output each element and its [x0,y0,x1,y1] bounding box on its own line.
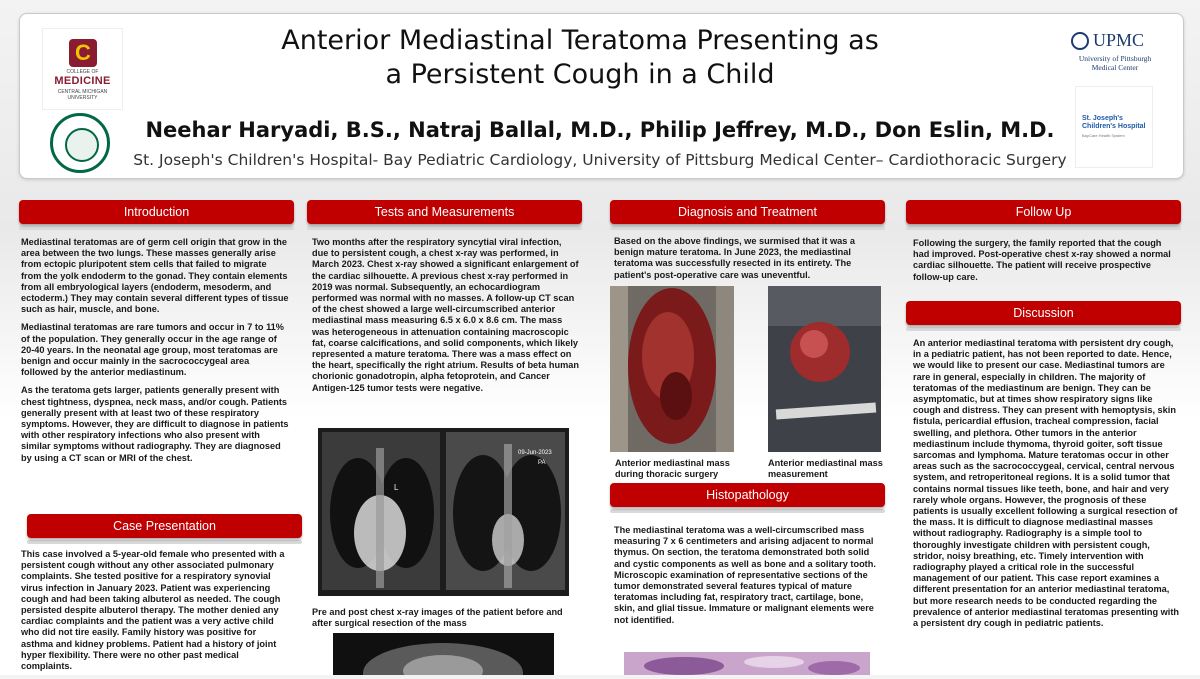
histopathology-body [614,525,879,633]
diagnosis-treatment-paragraph-1: Based on the above findings, we surmised that it was a benign mature teratoma. In June 2023, the mediastinal teratoma was successfully resected in its entirety. The patient's post-operative care was uneventful. [614,236,855,280]
discussion-paragraph-1: An anterior mediastinal teratoma with persistent dry cough, in a pediatric patient, has not been reported to date. Hence, we would like to present our case. Mediastinal tumors are rare in general, especially in children. The majority of teratomas of the mediastinum are benign. They can be asymptomatic, but at times show respiratory signs like cough and distress. They can present with hemoptysis, skin fistula, pericardial effusion, tracheal compression, facial swelling, and plethora. Other tumors in the anterior mediastinum include thymoma, thyroid goiter, soft tissue sarcomas and lymphoma. Mature teratomas occur in other areas such as the sacrococcygeal, cervical, central nervous system, and retroperitoneal regions. It is a solid tumor that contains normal tissues like teeth, bone, and hair and very rarely whole organs. However, the prognosis of these patients is usually excellent following a surgical resection of the mass. It is difficult to diagnose mediastinal masses without radiography. Radiography is a simple tool to thoroughly investigate children with persistent cough, stridor, noisy breathing, etc. Timely intervention with radiography played a critical role in the successful management of our patient. This case report examines a different presentation for an anterior mediastinal teratoma, but more research needs to be conducted regarding the prevalence of anterior mediastinal teratomas presenting with a persistent dry cough in pediatric patients. [913,338,1180,629]
histopathology-heading: Histopathology [610,483,885,507]
introduction-paragraph-2: Mediastinal teratomas are rare tumors and occur in 7 to 11% of the population. They generally occur in the age range of 20-40 years. In the neonatal age group, most teratomas are benign and occur mainly in the sacrococcygeal area followed by the anterior mediastinum. [21,322,284,378]
st-josephs-childrens-hospital-logo [1075,86,1153,168]
introduction-paragraph-3: As the teratoma gets larger, patients generally present with chest tightness, dyspnea, neck mass, and/or cough. Patients generally present with at least two of these respiratory symptoms. However, they are difficult to diagnose in patients with other respiratory infections who also present with similar symptoms without radiography. They are diagnosed by using a CT scan or MRI of the chest. [21,385,289,463]
chest-xray-graphic [318,428,569,596]
follow-up-paragraph-1: Following the surgery, the family reported that the cough had improved. Post-operative chest x-ray showed a normal cardiac silhouette. The patient will receive prospective follow-up care. [913,238,1171,282]
poster-authors: Neehar Haryadi, B.S., Natraj Ballal, M.D., Philip Jeffrey, M.D., Don Eslin, M.D. [145,118,1055,142]
introduction-paragraph-1: Mediastinal teratomas are of germ cell origin that grow in the area between the two lungs. These masses generally arise from ectopic pluripotent stem cells that failed to migrate from the yolk endoderm to the gonad. They contain elements from all embryological layers (endoderm, mesoderm, and ectoderm.) They may contain several different types of tissue such as hair, muscle, and bone. [21,237,289,315]
poster-title-line2: a Persistent Cough in a Child [385,59,775,90]
mass-measurement-image [768,286,881,452]
cmu-college-of-medicine-logo [42,28,123,110]
surgery-photo-graphic [610,286,734,452]
usf-seal-logo [50,113,110,173]
case-presentation-body [21,549,289,679]
diagnosis-treatment-body [614,236,879,288]
usf-seal-icon [65,128,99,162]
tests-measurements-paragraph-1: Two months after the respiratory syncytial viral infection, due to persistent cough, a chest x-ray was performed, in March 2023. Chest x-ray showed a significant enlargement of the cardiac silhouette. A previous chest x-ray performed in 2019 was normal. Subsequently, an echocardiogram performed was normal with no masses. A follow-up CT scan of the chest showed a large well-circumscribed anterior mediastinal mass measuring 6.5 x 6.0 x 8.6 cm. The mass was heterogeneous in attenuation containing macroscopic fat, coarse calcifications, and solid components, which likely represented a mature teratoma. There was a mass effect on the heart, specifically the right atrium. Results of beta human chorionic gonadotropin, alpha fetoprotein, and Cancer Antigen-125 tumor tests were negative. [312,237,580,393]
cmu-c-icon: C [69,39,97,67]
introduction-body [21,237,289,471]
xray-pa-label: PA [538,460,546,466]
case-presentation-heading: Case Presentation [27,514,302,538]
upmc-logo-text: UPMC [1093,30,1145,50]
surgery-mass-image [610,286,734,452]
introduction-heading: Introduction [19,200,294,224]
cmu-logo-bottom-text: CENTRAL MICHIGAN UNIVERSITY [57,89,108,101]
mass-measurement-caption: Anterior mediastinal mass measurement [768,458,883,479]
surgery-image-caption: Anterior mediastinal mass during thoracic surgery [615,458,730,479]
xray-date-label: 09-Jun-2023 [518,450,552,456]
st-josephs-logo-line1: St. Joseph's [1082,115,1123,122]
mass-photo-graphic [768,286,881,452]
xray-caption: Pre and post chest x-ray images of the patient before and after surgical resection of the mass [312,607,563,628]
discussion-heading: Discussion [906,301,1181,325]
discussion-body [913,338,1181,636]
histopathology-paragraph-1: The mediastinal teratoma was a well-circumscribed mass measuring 7 x 6 centimeters and arising adjacent to normal thymus. On section, the teratoma demonstrated both solid and cystic components as well as bone and a solitary tooth. Microscopic examination of representative sections of the tumor demonstrated several features typical of mature teratomas including fat, respiratory tract, cartilage, bone, skin, and glial tissue. Immature or malignant elements were not identified. [614,525,876,625]
poster-title-line1: Anterior Mediastinal Teratoma Presenting as [281,25,879,56]
upmc-seal-icon [1071,32,1089,50]
case-presentation-paragraph-1: This case involved a 5-year-old female who presented with a persistent cough without any other associated pulmonary complaints. She tested positive for a respiratory synovial virus infection in January 2023. Patient was experiencing cough and had been taking albuterol as needed. The cough persisted despite albuterol therapy. The mother denied any cardiac complaints and the patient was a very active child who did not tire easily. Family history was positive for asthma and kidney problems. Patient had a history of joint hyper flexibility. There were no other past medical complaints. [21,549,285,672]
poster-affiliations: St. Joseph's Children's Hospital- Bay Pediatric Cardiology, University of Pittsburg Medical Center– Cardiothoracic Surgery [133,151,1067,169]
ct-scan-graphic [333,633,554,675]
follow-up-body [913,238,1178,290]
cmu-logo-top-text: COLLEGE OF [66,69,99,75]
st-josephs-logo-line2: Children's Hospital [1082,123,1146,130]
st-josephs-logo-text [1082,115,1146,131]
tests-measurements-body [312,237,580,401]
diagnosis-treatment-heading: Diagnosis and Treatment [610,200,885,224]
follow-up-heading: Follow Up [906,200,1181,224]
upmc-logo-subtext: University of Pittsburgh Medical Center [1078,54,1152,72]
ct-scan-image [333,633,554,675]
tests-measurements-heading: Tests and Measurements [307,200,582,224]
histology-graphic [624,652,870,675]
chest-xray-pre-post-image [318,428,569,596]
st-josephs-logo-subtext: BayCare Health System [1082,133,1125,138]
histology-slide-image [624,652,870,675]
cmu-logo-main-text: MEDICINE [54,75,111,87]
xray-marker-label: L [394,483,399,492]
upmc-logo [1069,28,1157,76]
poster-title [230,24,930,92]
